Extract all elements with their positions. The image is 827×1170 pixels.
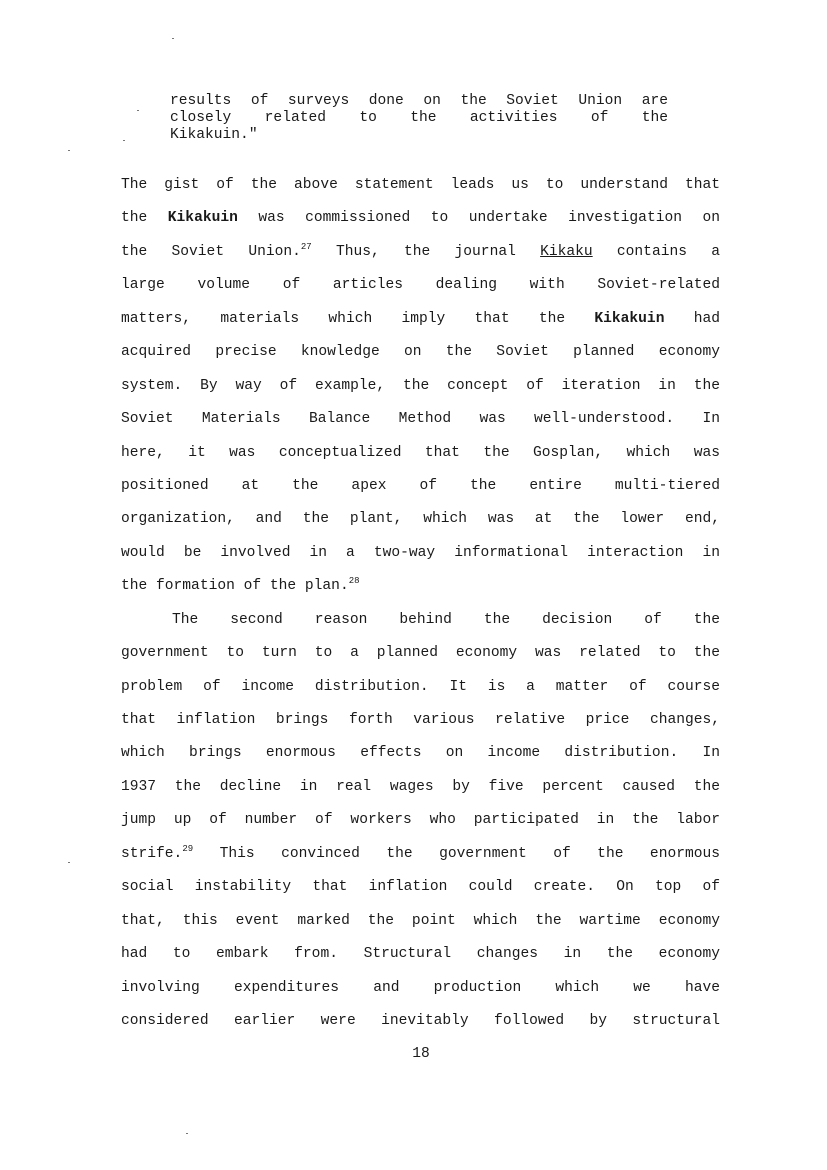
text-line: jump up of number of workers who participated in the labor bbox=[121, 812, 720, 829]
journal-title-kikaku: Kikaku bbox=[540, 243, 593, 260]
text-line: The gist of the above statement leads us to understand that bbox=[121, 177, 720, 193]
text-line: The second reason behind the decision of the bbox=[172, 611, 720, 628]
scan-speck bbox=[186, 1133, 188, 1134]
text-line: had to embark from. Structural changes in the economy bbox=[121, 946, 720, 963]
text-line: that, this event marked the point which the wartime economy bbox=[121, 912, 720, 929]
text-line: large volume of articles dealing with Soviet-related bbox=[121, 277, 720, 294]
kikakuin-term: Kikakuin bbox=[167, 210, 238, 227]
kikakuin-term: Kikakuin bbox=[594, 310, 665, 327]
quote-line: results of surveys done on the Soviet Union are bbox=[170, 93, 668, 109]
footnote-ref-28: 28 bbox=[348, 576, 360, 587]
text-line: government to turn to a planned economy was related to the bbox=[121, 645, 720, 662]
block-quote bbox=[170, 93, 668, 144]
text-line: that inflation brings forth various relative price changes, bbox=[121, 712, 720, 728]
footnote-ref-29: 29 bbox=[182, 843, 194, 854]
text-line: system. By way of example, the concept of iteration in the bbox=[121, 377, 720, 394]
scan-speck bbox=[137, 110, 139, 111]
scan-speck bbox=[123, 140, 125, 141]
text-line: organization, and the plant, which was at the lower end, bbox=[121, 511, 720, 528]
text-line: considered earlier were inevitably followed by structural bbox=[121, 1012, 720, 1029]
quote-line: closely related to the activities of the bbox=[170, 110, 668, 126]
text-line: positioned at the apex of the entire multi-tiered bbox=[121, 477, 720, 494]
text-line: the Soviet Union.$^{27}$ Thus, the journal Kikaku contains a bbox=[121, 241, 720, 260]
text-line: the formation of the plan.$^{28}$ bbox=[121, 576, 360, 595]
text-line: 1937 the decline in real wages by five percent caused the bbox=[121, 778, 720, 795]
text-line: here, it was conceptualized that the Gosplan, which was bbox=[121, 444, 720, 461]
text-line: matters, materials which imply that the Kikakuin had bbox=[121, 310, 720, 327]
text-line: involving expenditures and production which we have bbox=[121, 979, 720, 996]
text-line: the Kikakuin was commissioned to undertake investigation on bbox=[121, 210, 720, 227]
quote-line: Kikakuin." bbox=[170, 127, 258, 143]
body-text bbox=[121, 172, 720, 1041]
text-line: which brings enormous effects on income distribution. In bbox=[121, 745, 720, 762]
scan-speck bbox=[68, 862, 70, 863]
text-line: Soviet Materials Balance Method was well-understood. In bbox=[121, 411, 720, 428]
scan-speck bbox=[68, 150, 70, 151]
text-line: strife.$^{29}$ This convinced the government of the enormous bbox=[121, 843, 720, 862]
text-line: social instability that inflation could create. On top of bbox=[121, 879, 720, 896]
page-number: 18 bbox=[412, 1046, 430, 1062]
text-line: would be involved in a two-way informational interaction in bbox=[121, 544, 720, 561]
footnote-ref-27: 27 bbox=[300, 241, 312, 252]
scan-speck bbox=[172, 38, 174, 39]
text-line: acquired precise knowledge on the Soviet planned economy bbox=[121, 344, 720, 361]
text-line: problem of income distribution. It is a matter of course bbox=[121, 678, 720, 695]
